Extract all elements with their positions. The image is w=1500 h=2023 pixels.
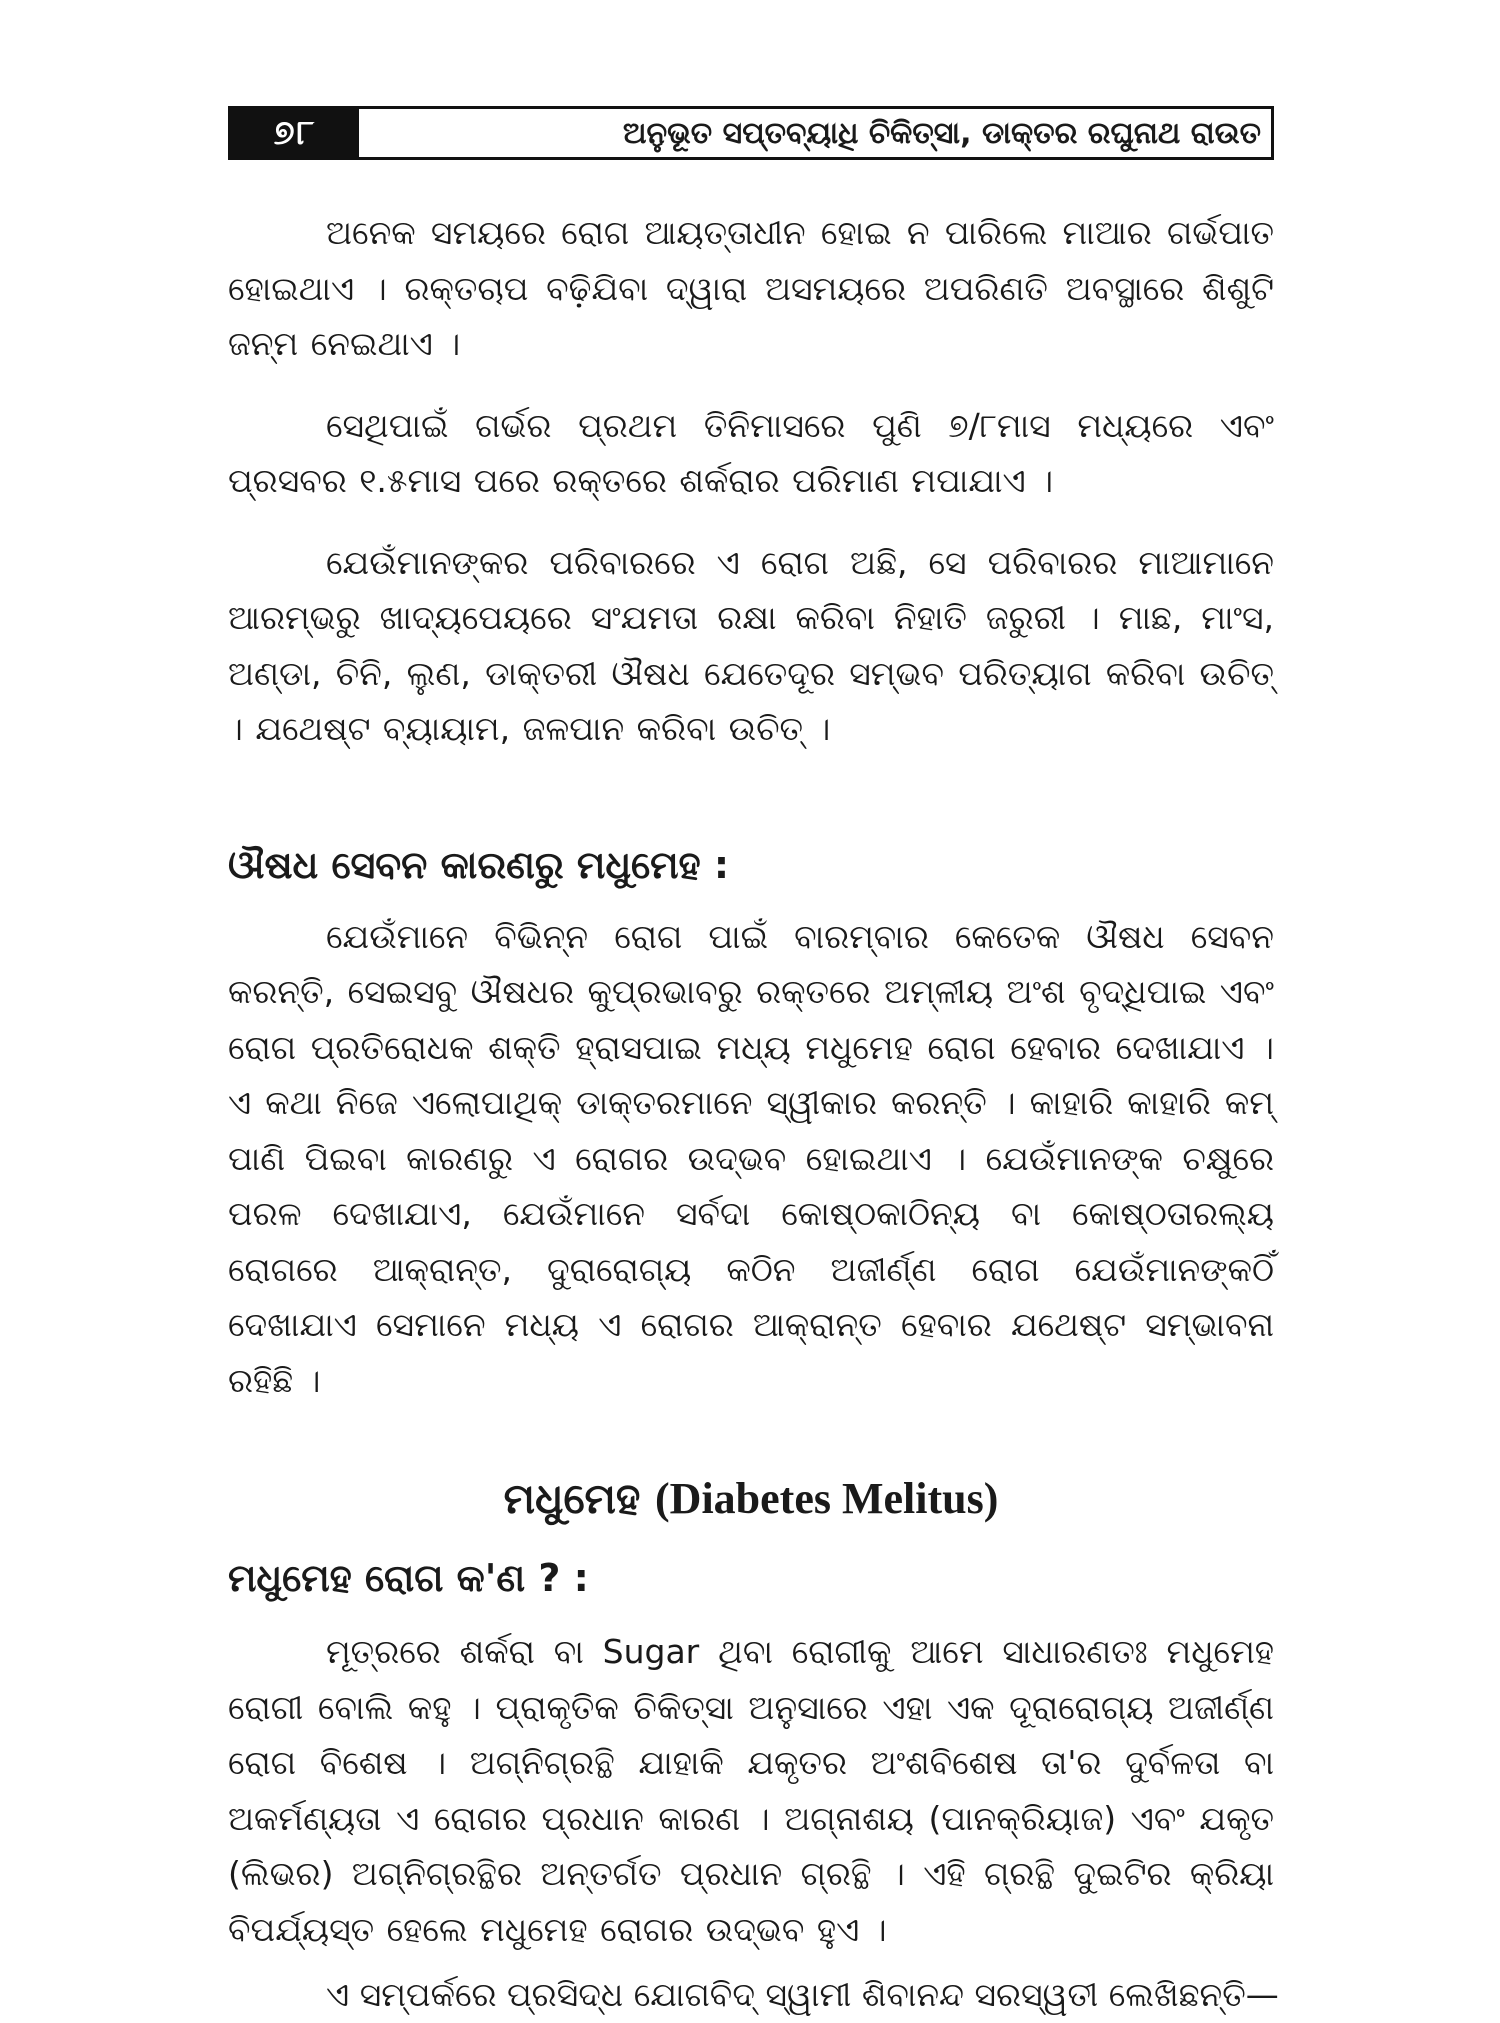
running-title: ଅନୁଭୂତ ସପ୍ତବ୍ୟାଧି ଚିକିତ୍ସା, ଡାକ୍ତର ରଘୁନାଥ ରାଉତ bbox=[622, 115, 1261, 151]
paragraph-sugar-testing: ସେଥିପାଇଁ ଗର୍ଭର ପ୍ରଥମ ତିନିମାସରେ ପୁଣି ୭/୮ମାସ ମଧ୍ୟରେ ଏବଂ ପ୍ରସବର ୧.୫ମାସ ପରେ ରକ୍ତରେ ଶର୍କରାର ପରିମାଣ ମପାଯାଏ । bbox=[228, 405, 1274, 500]
paragraph-miscarriage: ଅନେକ ସମୟରେ ରୋଗ ଆୟତ୍ତାଧୀନ ହୋଇ ନ ପାରିଲେ ମାଆର ଗର୍ଭପାତ ହୋଇଥାଏ । ରକ୍ତଚାପ ବଢ଼ିଯିବା ଦ୍ୱାରା ଅସମୟରେ ଅପରିଣତି ଅବସ୍ଥାରେ ଶିଶୁଟି ଜନ୍ମ ନେଇଥାଏ । bbox=[228, 213, 1274, 363]
running-header bbox=[228, 106, 1274, 160]
paragraph-sivananda-quote-intro: ଏ ସମ୍ପର୍କରେ ପ୍ରସିଦ୍ଧ ଯୋଗବିଦ୍ ସ୍ୱାମୀ ଶିବାନନ୍ଦ ସରସ୍ୱତୀ ଲେଖିଛନ୍ତି— bbox=[326, 1975, 1279, 2014]
chapter-title bbox=[228, 1466, 1274, 1532]
paragraph-diet-advice: ଯେଉଁମାନଙ୍କର ପରିବାରରେ ଏ ରୋଗ ଅଛି, ସେ ପରିବାରର ମାଆମାନେ ଆରମ୍ଭରୁ ଖାଦ୍ୟପେୟରେ ସଂଯମତା ରକ୍ଷା କରିବା ନିହାତି ଜରୁରୀ । ମାଛ, ମାଂସ, ଅଣ୍ଡା, ଚିନି, ଲୁଣ, ଡାକ୍ତରୀ ଔଷଧ ଯେତେଦୂର ସମ୍ଭବ ପରିତ୍ୟାଗ କରିବା ଉଚିତ୍ । ଯଥେଷ୍ଟ ବ୍ୟାୟାମ, ଜଳପାନ କରିବା ଉଚିତ୍ । bbox=[228, 542, 1274, 748]
paragraph-what-is-diabetes: ମୂତ୍ରରେ ଶର୍କରା ବା Sugar ଥିବା ରୋଗୀକୁ ଆମେ ସାଧାରଣତଃ ମଧୁମେହ ରୋଗୀ ବୋଲି କହୁ । ପ୍ରାକୃତିକ ଚିକିତ୍ସା ଅନୁସାରେ ଏହା ଏକ ଦୂରାରୋଗ୍ୟ ଅଜୀର୍ଣ୍ଣ ରୋଗ ବିଶେଷ । ଅଗ୍ନିଗ୍ରନ୍ଥି ଯାହାକି ଯକୃତର ଅଂଶବିଶେଷ ତା'ର ଦୁର୍ବଳତା ବା ଅକର୍ମଣ୍ୟତା ଏ ରୋଗର ପ୍ରଧାନ କାରଣ । ଅଗ୍ନାଶୟ (ପାନକ୍ରିୟାଜ) ଏବଂ ଯକୃତ (ଲିଭର) ଅଗ୍ନିଗ୍ରନ୍ଥିର ଅନ୍ତର୍ଗତ ପ୍ରଧାନ ଗ୍ରନ୍ଥି । ଏହି ଗ୍ରନ୍ଥି ଦୁଇଟିର କ୍ରିୟା ବିପର୍ଯ୍ୟସ୍ତ ହେଲେ ମଧୁମେହ ରୋଗର ଉଦ୍ଭବ ହୁଏ । bbox=[228, 1632, 1274, 1949]
page-body bbox=[228, 205, 1279, 2023]
paragraph-medicine-diabetes: ଯେଉଁମାନେ ବିଭିନ୍ନ ରୋଗ ପାଇଁ ବାରମ୍ବାର କେତେକ ଔଷଧ ସେବନ କରନ୍ତି, ସେଇସବୁ ଔଷଧର କୁପ୍ରଭାବରୁ ରକ୍ତରେ ଅମ୍ଳୀୟ ଅଂଶ ବୃଦ୍ଧିପାଇ ଏବଂ ରୋଗ ପ୍ରତିରୋଧକ ଶକ୍ତି ହ୍ରାସପାଇ ମଧ୍ୟ ମଧୁମେହ ରୋଗ ହେବାର ଦେଖାଯାଏ । ଏ କଥା ନିଜେ ଏଲୋପାଥିକ୍ ଡାକ୍ତରମାନେ ସ୍ୱୀକାର କରନ୍ତି । କାହାରି କାହାରି କମ୍ ପାଣି ପିଇବା କାରଣରୁ ଏ ରୋଗର ଉଦ୍ଭବ ହୋଇଥାଏ । ଯେଉଁମାନଙ୍କ ଚକ୍ଷୁରେ ପରଳ ଦେଖାଯାଏ, ଯେଉଁମାନେ ସର୍ବଦା କୋଷ୍ଠକାଠିନ୍ୟ ବା କୋଷ୍ଠତାରଲ୍ୟ ରୋଗରେ ଆକ୍ରାନ୍ତ, ଦୁରାରୋଗ୍ୟ କଠିନ ଅଜୀର୍ଣ୍ଣ ରୋଗ ଯେଉଁମାନଙ୍କଠିଁ ଦେଖାଯାଏ ସେମାନେ ମଧ୍ୟ ଏ ରୋଗର ଆକ୍ରାନ୍ତ ହେବାର ଯଥେଷ୍ଟ ସମ୍ଭାବନା ରହିଛି । bbox=[228, 916, 1274, 1400]
page-number: ୭୮ bbox=[231, 109, 359, 157]
chapter-title-odia: ମଧୁମେହ bbox=[503, 1474, 641, 1523]
chapter-title-english: (Diabetes Melitus) bbox=[655, 1474, 999, 1523]
section-heading-medicine-diabetes: ଔଷଧ ସେବନ କାରଣରୁ ମଧୁମେହ : bbox=[228, 842, 730, 887]
section-heading-what-is-diabetes: ମଧୁମେହ ରୋଗ କ'ଣ ? : bbox=[228, 1556, 589, 1600]
